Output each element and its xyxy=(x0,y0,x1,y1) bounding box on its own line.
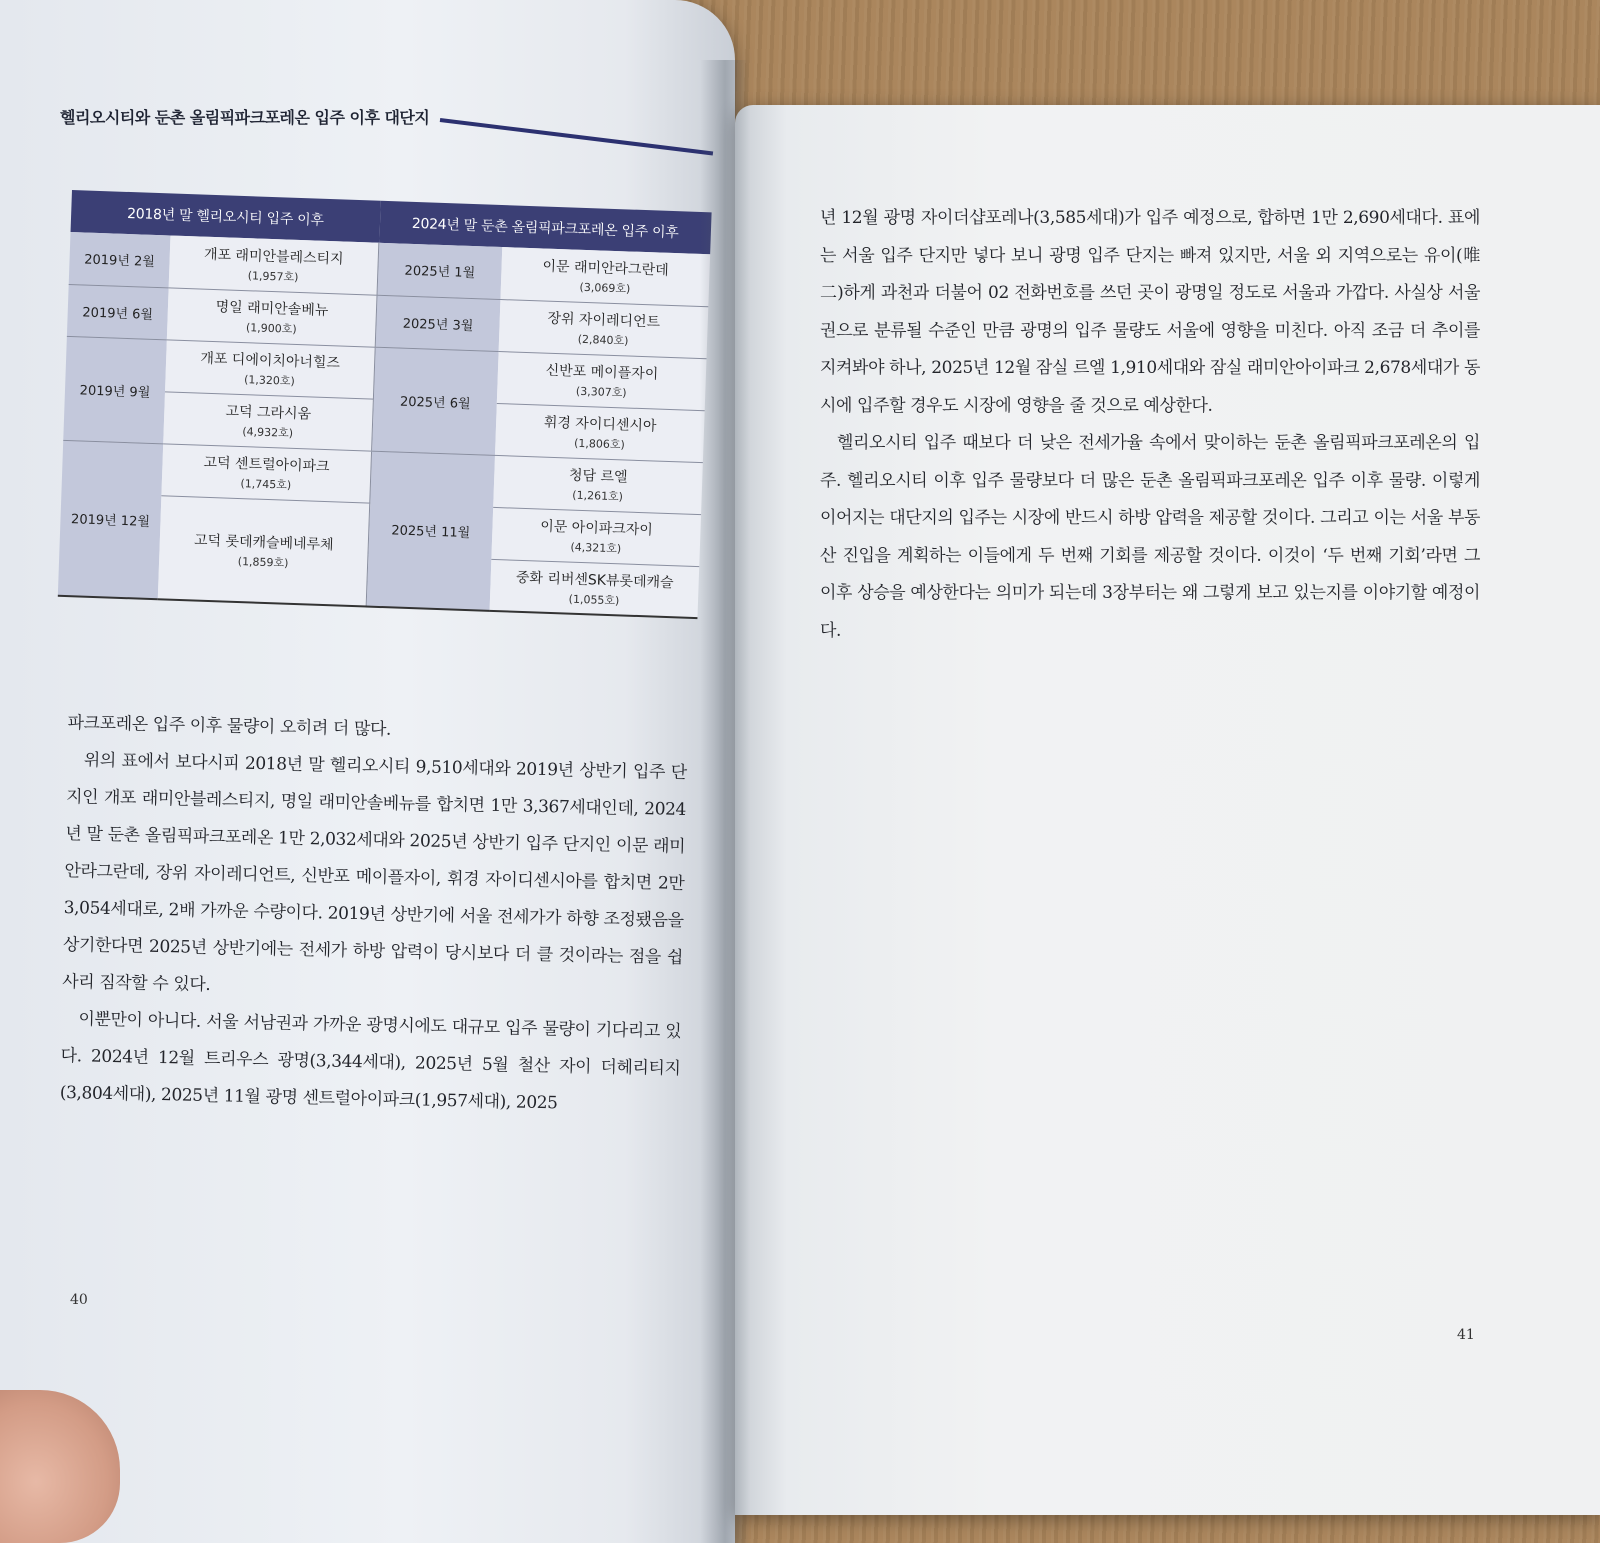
complex-name: 명일 래미안솔베뉴 xyxy=(215,299,329,320)
complex-name: 장위 자이레디언트 xyxy=(547,310,661,331)
complex-name: 고덕 센트럴아이파크 xyxy=(203,454,330,476)
table-date-cell: 2025년 3월 xyxy=(375,295,500,351)
complex-count: (1,320호) xyxy=(243,373,296,388)
complex-name: 신반포 메이플자이 xyxy=(545,362,659,383)
complex-name: 고덕 그라시움 xyxy=(225,403,312,423)
table-complex-cell xyxy=(497,351,707,410)
complex-name: 개포 래미안블레스티지 xyxy=(203,246,344,268)
table-date-cell: 2025년 6월 xyxy=(372,347,499,455)
table-complex-cell xyxy=(490,559,700,618)
paragraph: 파크포레온 입주 이후 물량이 오히려 더 많다. xyxy=(67,712,392,740)
table-date-cell: 2019년 12월 xyxy=(58,440,163,599)
complex-count: (1,859호) xyxy=(237,554,289,570)
table-complex-cell xyxy=(499,299,709,358)
complex-count: (3,307호) xyxy=(575,384,627,400)
move-in-table xyxy=(58,190,712,619)
complex-count: (1,806호) xyxy=(573,436,626,452)
table-date-cell: 2019년 6월 xyxy=(67,284,169,339)
table-date-cell: 2025년 11월 xyxy=(366,451,495,611)
complex-count: (1,745호) xyxy=(240,477,292,492)
left-page xyxy=(0,0,735,1543)
table-complex-cell xyxy=(161,443,371,502)
page-number: 40 xyxy=(70,1292,88,1308)
complex-name: 이문 아이파크자이 xyxy=(539,518,654,539)
table-date-cell: 2025년 1월 xyxy=(377,243,502,299)
complex-name: 청담 르엘 xyxy=(568,467,628,486)
right-body-text xyxy=(820,200,1480,650)
table-complex-cell xyxy=(158,495,370,606)
table-complex-cell xyxy=(169,235,379,294)
table-complex-cell xyxy=(491,507,701,566)
complex-count: (4,932호) xyxy=(242,425,294,440)
page-number: 41 xyxy=(1457,1327,1475,1343)
complex-count: (3,069호) xyxy=(579,280,631,296)
table-complex-cell xyxy=(165,339,375,398)
complex-name: 고덕 롯데캐슬베네루체 xyxy=(193,532,334,554)
table-date-cell: 2019년 2월 xyxy=(69,232,171,287)
left-body-text xyxy=(59,705,687,1125)
table-header-2024: 2024년 말 둔촌 올림픽파크포레온 입주 이후 xyxy=(379,201,712,255)
paragraph: 이뿐만이 아니다. 서울 서남권과 가까운 광명시에도 대규모 입주 물량이 기다리고 있다. 2024년 12월 트리우스 광명(3,344세대), 2025년 5월 철산 자이 더헤리티지(3,804세대), 2025년 11월 광명 센트럴아이파크(1,957세대), 2025 xyxy=(59,1009,682,1114)
complex-count: (1,261호) xyxy=(572,488,624,504)
paragraph: 위의 표에서 보다시피 2018년 말 헬리오시티 9,510세대와 2019년 상반기 입주 단지인 개포 래미안블레스티지, 명일 래미안솔베뉴를 합치면 1만 3,367세대인데, 2024년 말 둔촌 올림픽파크포레온 1만 2,032세대와 2025년 상반기 입주 단지인 이문 래미안라그란데, 장위 자이레디언트, 신반포 메이플자이, 휘경 자이디센시아를 합치면 2만 3,054세대로, 2배 가까운 수량이다. 2019년 상반기에 서울 전세가가 하향 조정됐음을 상기한다면 2025년 상반기에는 전세가 하방 압력이 당시보다 더 클 것이라는 점을 쉽사리 짐작할 수 있다. xyxy=(61,750,687,996)
table-complex-cell xyxy=(167,287,377,346)
right-page xyxy=(735,105,1600,1515)
table-date-cell: 2019년 9월 xyxy=(63,336,167,443)
complex-name: 이문 래미안라그란데 xyxy=(542,258,669,279)
complex-count: (4,321호) xyxy=(570,540,622,556)
complex-count: (2,840호) xyxy=(577,332,629,348)
paragraph: 년 12월 광명 자이더샵포레나(3,585세대)가 입주 예정으로, 합하면 1만 2,690세대다. 표에는 서울 입주 단지만 넣다 보니 광명 입주 단지는 빠져 있지만, 서울 외 지역으로는 유이(唯二)하게 과천과 더불어 02 전화번호를 쓰던 곳이 광명일 정도로 서울과 가깝다. 사실상 서울권으로 분류될 수준인 만큼 광명의 입주 물량도 서울에 영향을 미친다. 아직 조금 더 추이를 지켜봐야 하나, 2025년 12월 잠실 르엘 1,910세대와 잠실 래미안아이파크 2,678세대가 동시에 입주할 경우도 시장에 영향을 줄 것으로 예상한다. xyxy=(820,208,1480,416)
table-complex-cell xyxy=(500,247,710,306)
complex-count: (1,055호) xyxy=(568,592,620,608)
complex-count: (1,957호) xyxy=(247,268,299,284)
table-complex-cell xyxy=(163,391,373,450)
table-complex-cell xyxy=(493,455,703,514)
table-header-2018: 2018년 말 헬리오시티 입주 이후 xyxy=(71,190,381,243)
running-head: 헬리오시티와 둔촌 올림픽파크포레온 입주 이후 대단지 xyxy=(60,108,430,127)
complex-name: 휘경 자이디센시아 xyxy=(543,414,657,435)
paragraph: 헬리오시티 입주 때보다 더 낮은 전세가율 속에서 맞이하는 둔촌 올림픽파크포레온의 입주. 헬리오시티 이후 입주 물량보다 더 많은 둔촌 올림픽파크포레온 입주 이후 물량. 이렇게 이어지는 대단지의 입주는 시장에 반드시 하방 압력을 제공할 것이다. 그리고 이는 서울 부동산 진입을 계획하는 이들에게 두 번째 기회를 제공할 것이다. 이것이 ‘두 번째 기회’라면 그 이후 상승을 예상한다는 의미가 되는데 3장부터는 왜 그렇게 보고 있는지를 이야기할 예정이다. xyxy=(820,433,1480,641)
complex-count: (1,900호) xyxy=(245,321,297,336)
book-gutter-shadow xyxy=(700,60,750,1543)
complex-name: 중화 리버센SK뷰롯데캐슬 xyxy=(515,569,674,591)
table-complex-cell xyxy=(495,403,705,462)
complex-name: 개포 디에이치아너힐즈 xyxy=(200,350,341,372)
running-head-rule xyxy=(440,118,713,155)
